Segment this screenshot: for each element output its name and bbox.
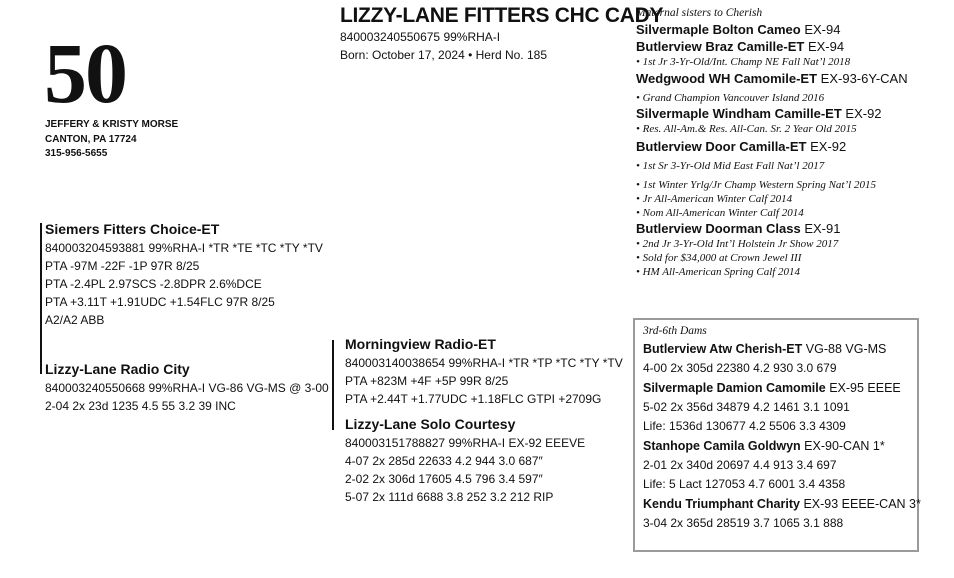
sister-achievement: • HM All-American Spring Calf 2014 [636,266,801,278]
sister-achievement: • 1st Sr 3-Yr-Old Mid East Fall Nat’l 2017 [636,160,825,172]
dams-box [633,318,919,552]
sister-achievement: • Nom All-American Winter Calf 2014 [636,207,804,219]
second-dam-line: 5-07 2x 111d 6688 3.8 252 3.2 212 RIP [345,490,554,504]
maternal-sisters-header: Maternal sisters to Cherish [636,7,763,19]
sister-achievement: • 1st Jr 3-Yr-Old/Int. Champ NE Fall Nat’l 2018 [636,56,851,68]
dams-box-header: 3rd-6th Dams [643,325,707,337]
sire-name: Siemers Fitters Choice-ET [45,221,220,237]
dam-block [45,360,329,415]
dam-line: 840003240550668 99%RHA-I VG-86 VG-MS @ 3-00 [45,381,329,395]
ancestor-dam-record: 4-00 2x 305d 22380 4.2 930 3.0 679 [643,361,837,375]
consignor-block [45,118,178,162]
ancestor-dam-name: Stanhope Camila Goldwyn EX-90-CAN 1* [643,438,885,453]
sister-name: Silvermaple Bolton Cameo EX-94 [636,22,841,37]
sister-name: Butlerview Doorman Class EX-91 [636,221,841,236]
sister-achievement: • Sold for $34,000 at Crown Jewel III [636,252,802,264]
pedigree-line-sire [40,223,42,374]
second-dam-line: 4-07 2x 285d 22633 4.2 944 3.0 687″ [345,454,543,468]
sister-achievement: • Jr All-American Winter Calf 2014 [636,193,793,205]
maternal-sisters [636,6,936,279]
sister-name: Silvermaple Windham Camille-ET EX-92 [636,106,882,121]
dam-sire-name: Morningview Radio-ET [345,336,496,352]
animal-id: 840003240550675 99%RHA-I [340,30,501,44]
ancestor-dam-name: Butlerview Atw Cherish-ET VG-88 VG-MS [643,342,887,356]
lot-number: 50 [44,25,126,121]
dam-sire-line: PTA +823M +4F +5P 99R 8/25 [345,374,509,388]
ancestor-dam-record: Life: 5 Lact 127053 4.7 6001 3.4 4358 [643,477,846,491]
sister-name: Butlerview Braz Camille-ET EX-94 [636,39,845,54]
sire-line: PTA -97M -22F -1P 97R 8/25 [45,259,200,273]
consignor-name: JEFFERY & KRISTY MORSE [45,119,179,130]
dam-sire-block [345,335,623,408]
ancestor-dam-record: Life: 1536d 130677 4.2 5506 3.3 4309 [643,419,846,433]
ancestor-dam-record: 2-01 2x 340d 20697 4.4 913 3.4 697 [643,457,837,472]
dam-name: Lizzy-Lane Radio City [45,361,190,377]
animal-info [340,28,547,64]
dam-line: 2-04 2x 23d 1235 4.5 55 3.2 39 INC [45,399,236,413]
ancestor-dam-record: 3-04 2x 365d 28519 3.7 1065 3.1 888 [643,515,844,530]
pedigree-line-dam-sire [332,340,334,430]
animal-name: LIZZY-LANE FITTERS CHC CADY [340,4,664,27]
second-dam-line: 2-02 2x 306d 17605 4.5 796 3.4 597″ [345,472,543,486]
sister-achievement: • Res. All-Am.& Res. All-Can. Sr. 2 Year Old 2015 [636,123,857,135]
dam-sire-line: PTA +2.44T +1.77UDC +1.18FLC GTPI +2709G [345,392,602,406]
sire-line: PTA -2.4PL 2.97SCS -2.8DPR 2.6%DCE [45,277,262,291]
consignor-phone: 315-956-5655 [45,148,108,159]
sire-block [45,220,323,329]
sister-achievement: • Grand Champion Vancouver Island 2016 [636,92,825,104]
sister-achievement: • 2nd Jr 3-Yr-Old Int’l Holstein Jr Show 2017 [636,238,839,250]
sister-name: Wedgwood WH Camomile-ET EX-93-6Y-CAN [636,71,908,86]
dam-sire-line: 840003140038654 99%RHA-I *TR *TP *TC *TY *TV [345,356,623,370]
consignor-location: CANTON, PA 17724 [45,133,137,145]
sire-line: 840003204593881 99%RHA-I *TR *TE *TC *TY *TV [45,241,323,255]
ancestor-dam-name: Silvermaple Damion Camomile EX-95 EEEE [643,380,901,395]
second-dam-name: Lizzy-Lane Solo Courtesy [345,416,516,432]
sister-achievement: • 1st Winter Yrlg/Jr Champ Western Spring Nat’l 2015 [636,179,876,191]
second-dam-line: 840003151788827 99%RHA-I EX-92 EEEVE [345,436,586,450]
sister-name: Butlerview Door Camilla-ET EX-92 [636,139,847,154]
ancestor-dam-name: Kendu Triumphant Charity EX-93 EEEE-CAN 3* [643,496,921,511]
animal-born: Born: October 17, 2024 • Herd No. 185 [340,48,547,62]
ancestor-dam-record: 5-02 2x 356d 34879 4.2 1461 3.1 1091 [643,399,850,414]
sire-line: PTA +3.11T +1.91UDC +1.54FLC 97R 8/25 [45,295,275,309]
second-dam-block [345,415,585,506]
sire-line: A2/A2 ABB [45,313,105,327]
